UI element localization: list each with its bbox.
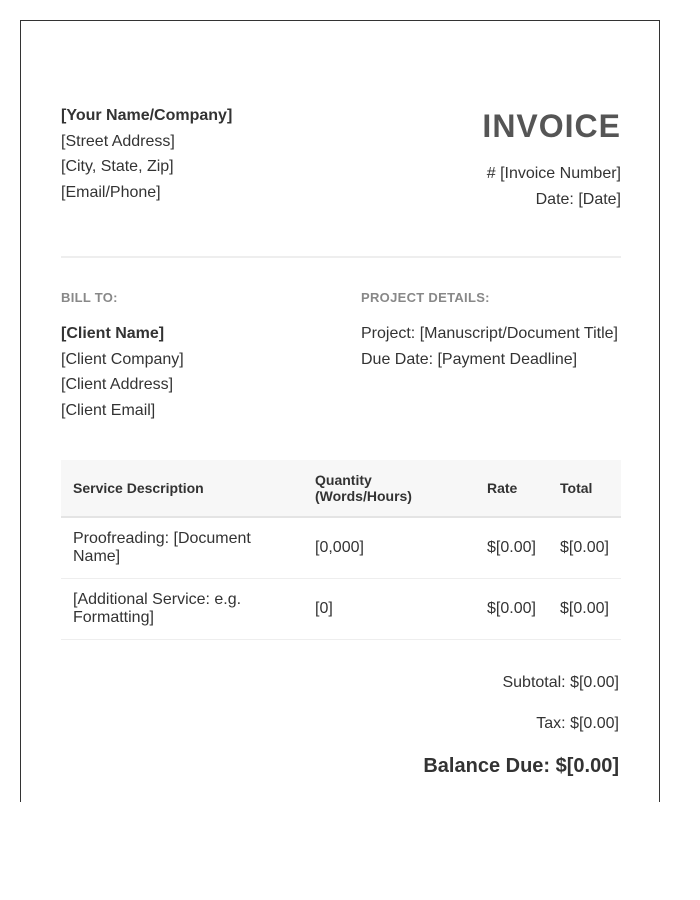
row-total: $[0.00] xyxy=(548,579,621,640)
table-row xyxy=(61,517,621,579)
client-company: [Client Company] xyxy=(61,350,184,368)
sender-block xyxy=(61,103,232,205)
invoice-date: Date: [Date] xyxy=(535,191,621,208)
row-rate: $[0.00] xyxy=(475,517,548,579)
bill-to-label: BILL TO: xyxy=(61,290,118,305)
header-total: Total xyxy=(548,460,621,517)
header-service-description: Service Description xyxy=(61,460,303,517)
project-details-label: PROJECT DETAILS: xyxy=(361,290,490,305)
client-email: [Client Email] xyxy=(61,402,156,420)
client-address: [Client Address] xyxy=(61,376,174,394)
project-due-date: Due Date: [Payment Deadline] xyxy=(361,350,578,368)
row-quantity: [0,000] xyxy=(303,517,475,579)
row-description: [Additional Service: e.g. Formatting] xyxy=(61,579,303,640)
sender-name: [Your Name/Company] xyxy=(61,107,233,124)
table-header-row xyxy=(61,460,621,517)
sender-street: [Street Address] xyxy=(61,132,175,150)
row-description: Proofreading: [Document Name] xyxy=(61,517,303,579)
tax: Tax: $[0.00] xyxy=(536,715,619,732)
project-details-block xyxy=(361,290,641,372)
invoice-page xyxy=(20,20,660,802)
sender-contact: [Email/Phone] xyxy=(61,183,161,201)
client-name: [Client Name] xyxy=(61,325,165,342)
totals-block xyxy=(423,673,619,778)
header-divider xyxy=(61,256,621,258)
invoice-title: INVOICE xyxy=(482,108,621,144)
balance-due: Balance Due: $[0.00] xyxy=(423,755,619,777)
invoice-meta-block xyxy=(482,103,621,213)
sender-city: [City, State, Zip] xyxy=(61,158,174,175)
row-quantity: [0] xyxy=(303,579,475,640)
row-rate: $[0.00] xyxy=(475,579,548,640)
table-row xyxy=(61,579,621,640)
subtotal: Subtotal: $[0.00] xyxy=(502,674,619,691)
project-title: Project: [Manuscript/Document Title] xyxy=(361,325,618,342)
header-quantity: Quantity (Words/Hours) xyxy=(303,460,475,517)
invoice-number: # [Invoice Number] xyxy=(486,165,621,182)
row-total: $[0.00] xyxy=(548,517,621,579)
bill-to-block xyxy=(61,290,341,424)
header-rate: Rate xyxy=(475,460,548,517)
services-table xyxy=(61,460,621,640)
